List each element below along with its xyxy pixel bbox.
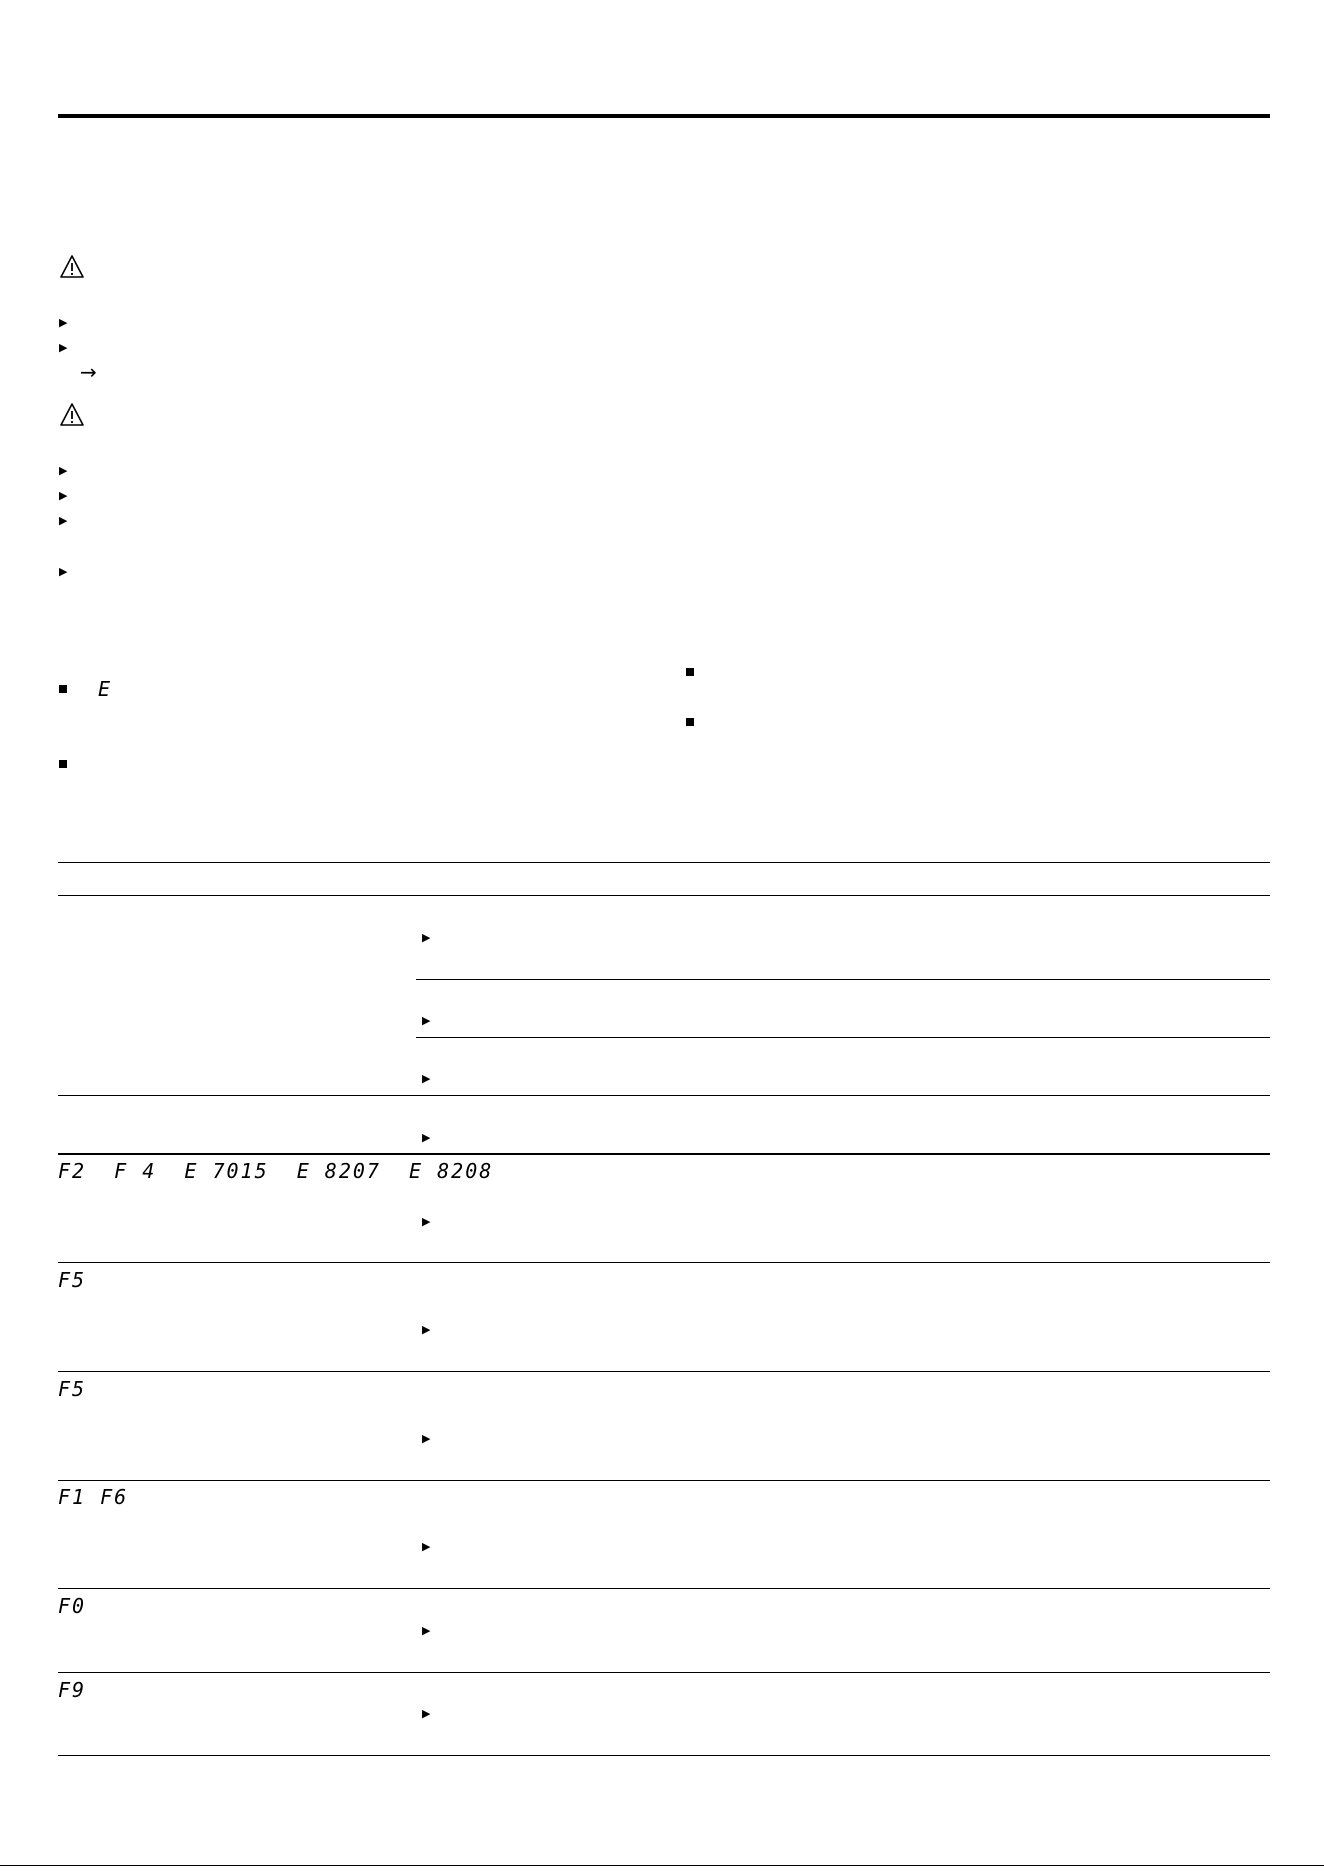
warning-triangle-icon [59,402,85,428]
table-top-rule [58,862,1270,863]
fault-code: F5 [58,1377,87,1401]
triangle-bullet-icon: ▶ [59,316,68,329]
triangle-bullet-icon: ▶ [59,341,68,354]
triangle-bullet-icon: ▶ [422,1323,431,1336]
triangle-bullet-icon: ▶ [422,1215,431,1228]
top-rule [58,114,1270,118]
fault-code: F9 [58,1678,87,1702]
fault-code: F2 F 4 E 7015 E 8207 E 8208 [58,1159,494,1183]
sub-row-rule [416,979,1270,980]
triangle-bullet-icon: ▶ [422,1540,431,1553]
table-header-rule [58,895,1270,896]
triangle-bullet-icon: ▶ [59,464,68,477]
display-code-e: E [98,677,113,701]
fault-code: F1 F6 [58,1485,129,1509]
triangle-bullet-icon: ▶ [59,565,68,578]
triangle-bullet-icon: ▶ [422,1707,431,1720]
triangle-bullet-icon: ▶ [422,1014,431,1027]
cross-reference-arrow: → [80,360,97,384]
row-rule [58,1262,1270,1263]
row-rule [58,1095,1270,1096]
row-rule [58,1672,1270,1673]
table-bottom-rule [58,1755,1270,1756]
triangle-bullet-icon: ▶ [422,1072,431,1085]
square-bullet-icon [59,760,67,768]
row-rule [58,1153,1270,1155]
row-rule [58,1371,1270,1372]
square-bullet-icon [59,685,67,693]
row-rule [58,1480,1270,1481]
triangle-bullet-icon: ▶ [422,1624,431,1637]
triangle-bullet-icon: ▶ [59,514,68,527]
square-bullet-icon [686,668,694,676]
row-rule [58,1588,1270,1589]
triangle-bullet-icon: ▶ [59,489,68,502]
triangle-bullet-icon: ▶ [422,1432,431,1445]
fault-code: F0 [58,1594,87,1618]
triangle-bullet-icon: ▶ [422,1131,431,1144]
warning-triangle-icon [59,254,85,280]
fault-code: F5 [58,1268,87,1292]
square-bullet-icon [686,718,694,726]
triangle-bullet-icon: ▶ [422,931,431,944]
page-bottom-rule [0,1865,1324,1866]
sub-row-rule [416,1037,1270,1038]
